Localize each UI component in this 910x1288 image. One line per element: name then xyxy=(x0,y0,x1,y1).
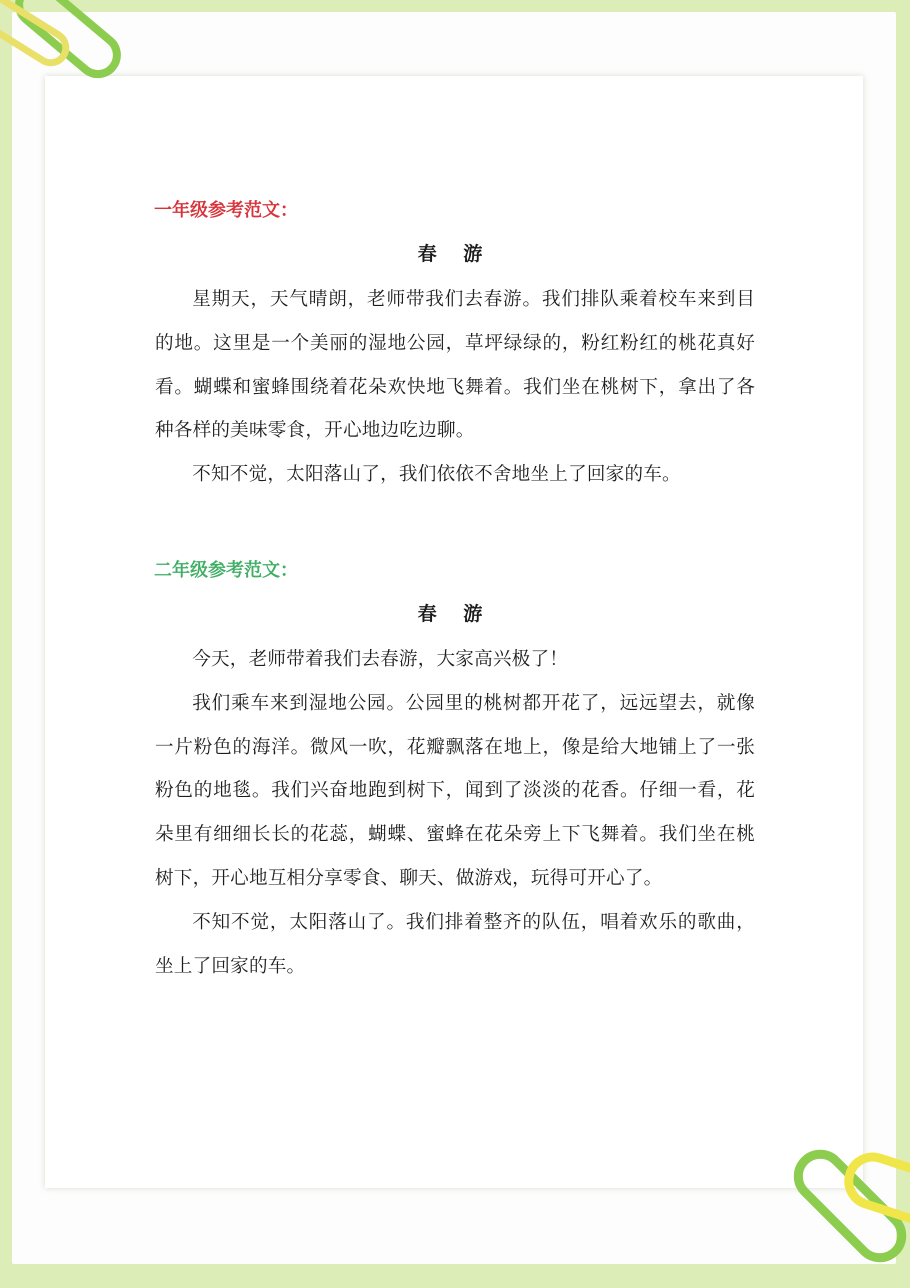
grade1-essay-title: 春 游 xyxy=(417,243,493,265)
grade1-paragraph-1: 星期天，天气晴朗，老师带我们去春游。我们排队乘着校车来到目的地。这里是一个美丽的湿地公园，草坪绿绿的，粉红粉红的桃花真好看。蝴蝶和蜜蜂围绕着花朵欢快地飞舞着。我们坐在桃树下，拿出了各种各样的美味零食，开心地边吃边聊。 xyxy=(155,289,755,442)
grade1-paragraph-2: 不知不觉，太阳落山了，我们依依不舍地坐上了回家的车。 xyxy=(192,464,681,486)
paperclip-top-left-icon xyxy=(0,0,150,120)
paperclip-bottom-right-icon xyxy=(770,1128,910,1288)
grade1-heading: 一年级参考范文： xyxy=(154,200,298,221)
grade2-essay-title: 春 游 xyxy=(417,603,493,625)
grade2-heading: 二年级参考范文： xyxy=(154,560,298,581)
grade1-essay-body xyxy=(155,278,755,497)
grade2-paragraph-2: 我们乘车来到湿地公园。公园里的桃树都开花了，远远望去，就像一片粉色的海洋。微风一吹，花瓣飘落在地上，像是给大地铺上了一张粉色的地毯。我们兴奋地跑到树下，闻到了淡淡的花香。仔细一看，花朵里有细细长长的花蕊，蝴蝶、蜜蜂在花朵旁上下飞舞着。我们坐在桃树下，开心地互相分享零食、聊天、做游戏，玩得可开心了。 xyxy=(155,692,755,889)
grade2-paragraph-1: 今天，老师带着我们去春游，大家高兴极了！ xyxy=(192,649,569,670)
grade2-essay-body xyxy=(155,638,755,988)
grade2-paragraph-3: 不知不觉，太阳落山了。我们排着整齐的队伍，唱着欢乐的歌曲，坐上了回家的车。 xyxy=(155,911,755,977)
